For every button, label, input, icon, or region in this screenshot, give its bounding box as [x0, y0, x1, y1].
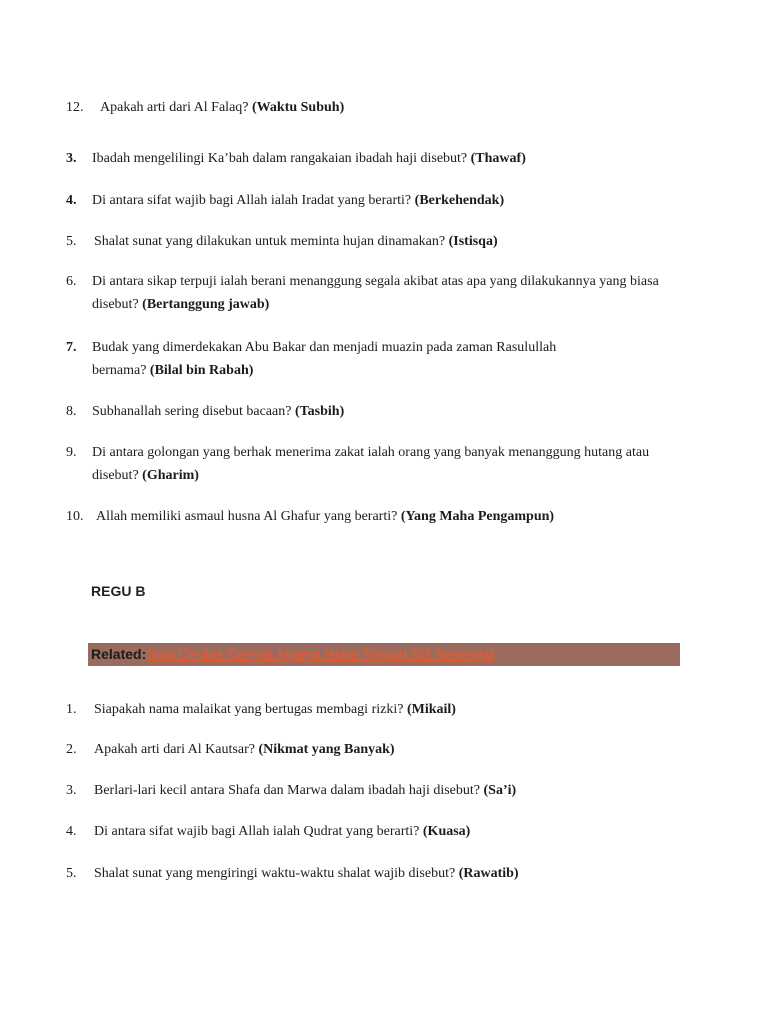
- question-text: Apakah arti dari Al Kautsar?: [94, 742, 259, 757]
- related-label: Related:: [91, 646, 147, 662]
- question-answer: (Nikmat yang Banyak): [258, 742, 395, 757]
- question-text: Shalat sunat yang dilakukan untuk meminta hujan dinamakan?: [94, 234, 449, 249]
- question-text: Siapakah nama malaikat yang bertugas membagi rizki?: [94, 702, 407, 717]
- question-answer: (Mikail): [406, 702, 456, 717]
- question-item: [66, 505, 686, 528]
- question-number: 4.: [66, 824, 77, 839]
- question-item: [66, 147, 686, 170]
- question-item: [66, 698, 686, 721]
- question-text: Subhanallah sering disebut bacaan?: [92, 404, 295, 419]
- question-number: 4.: [66, 193, 77, 208]
- section-heading: REGU B: [91, 583, 146, 599]
- question-text: Di antara golongan yang berhak menerima zakat ialah orang yang banyak menanggung hutang atau disebut?: [92, 445, 650, 483]
- question-answer: (Istisqa): [448, 234, 498, 249]
- question-item: [66, 189, 686, 212]
- question-number: 2.: [66, 742, 77, 757]
- question-answer: (Bertanggung jawab): [142, 297, 270, 312]
- related-bar: [88, 643, 680, 666]
- question-number: 6.: [66, 274, 77, 289]
- question-number: 3.: [66, 151, 77, 166]
- question-answer: (Sa’i): [483, 783, 517, 798]
- question-text: Di antara sikap terpuji ialah berani menanggung segala akibat atas apa yang dilakukannya yang biasa disebut?: [92, 274, 659, 312]
- question-answer: (Kuasa): [422, 824, 471, 839]
- question-text: Allah memiliki asmaul husna Al Ghafur yang berarti?: [96, 509, 401, 524]
- question-text: Shalat sunat yang mengiringi waktu-waktu shalat wajib disebut?: [94, 866, 459, 881]
- question-text: Ibadah mengelilingi Ka’bah dalam rangakaian ibadah haji disebut?: [92, 151, 471, 166]
- question-number: 12.: [66, 100, 84, 115]
- question-item: [66, 779, 686, 802]
- question-item: [66, 336, 606, 382]
- related-link[interactable]: Soal Cerdas Cermat Agama Islam Tingkat SD Sederajat: [146, 646, 495, 662]
- question-text: Budak yang dimerdekakan Abu Bakar dan menjadi muazin pada zaman Rasulullah bernama?: [92, 340, 557, 378]
- question-text: Berlari-lari kecil antara Shafa dan Marwa dalam ibadah haji disebut?: [94, 783, 484, 798]
- question-item: [66, 400, 686, 423]
- question-number: 5.: [66, 866, 77, 881]
- question-text: Di antara sifat wajib bagi Allah ialah Qudrat yang berarti?: [94, 824, 423, 839]
- question-number: 7.: [66, 340, 77, 355]
- question-item: [66, 270, 676, 316]
- question-answer: (Thawaf): [470, 151, 526, 166]
- question-item: [66, 862, 686, 885]
- question-item: [66, 738, 686, 761]
- question-answer: (Bilal bin Rabah): [149, 363, 254, 378]
- question-answer: (Rawatib): [458, 866, 519, 881]
- question-number: 8.: [66, 404, 77, 419]
- question-item: [66, 441, 672, 487]
- question-answer: (Berkehendak): [414, 193, 505, 208]
- question-answer: (Gharim): [142, 468, 199, 483]
- question-item: [66, 230, 686, 253]
- question-item: [66, 96, 686, 119]
- question-number: 10.: [66, 509, 84, 524]
- question-text: Apakah arti dari Al Falaq?: [100, 100, 253, 115]
- question-number: 1.: [66, 702, 77, 717]
- question-answer: (Yang Maha Pengampun): [400, 509, 555, 524]
- question-number: 3.: [66, 783, 77, 798]
- question-answer: (Tasbih): [294, 404, 345, 419]
- question-text: Di antara sifat wajib bagi Allah ialah Iradat yang berarti?: [92, 193, 415, 208]
- question-item: [66, 820, 686, 843]
- question-number: 5.: [66, 234, 77, 249]
- question-answer: (Waktu Subuh): [252, 100, 345, 115]
- question-number: 9.: [66, 445, 77, 460]
